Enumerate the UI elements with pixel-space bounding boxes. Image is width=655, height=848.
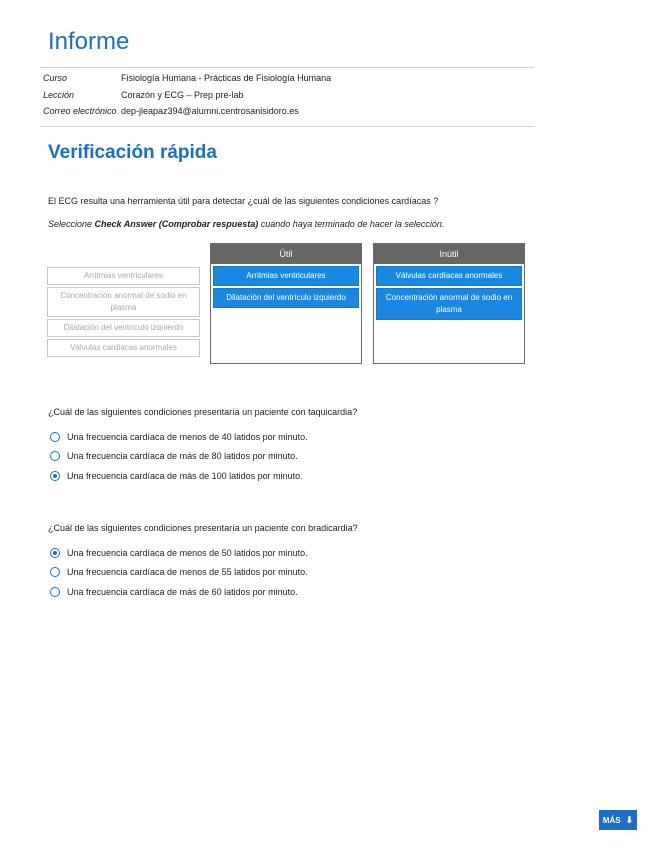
- drop-zone-header: Inútil: [374, 244, 524, 264]
- report-title: Informe: [48, 28, 130, 55]
- meta-row-email: [40, 103, 534, 120]
- check-answer-label: Check Answer (Comprobar respuesta): [94, 219, 259, 229]
- section-title: Verificación rápida: [48, 142, 217, 163]
- radio-button[interactable]: [50, 548, 60, 558]
- meta-row-course: [40, 70, 534, 87]
- radio-button[interactable]: [50, 432, 60, 442]
- meta-label: Correo electrónico: [43, 106, 117, 117]
- radio-label: Una frecuencia cardíaca de más de 100 latidos por minuto.: [67, 470, 303, 481]
- instruction-text: [48, 219, 444, 229]
- radio-button[interactable]: [50, 471, 60, 481]
- radio-option[interactable]: [48, 582, 308, 602]
- drop-zone-useful[interactable]: [210, 243, 362, 364]
- drag-drop-activity: [47, 243, 527, 368]
- radio-label: Una frecuencia cardíaca de menos de 50 latidos por minuto.: [67, 547, 308, 558]
- arrow-down-icon: ⬇: [625, 814, 634, 825]
- instruction-suffix: cuando haya terminado de hacer la selección.: [258, 219, 445, 229]
- placed-chip[interactable]: Dilatación del ventrículo izquierdo: [213, 288, 359, 308]
- radio-label: Una frecuencia cardíaca de más de 60 latidos por minuto.: [67, 586, 298, 597]
- instruction-prefix: Seleccione: [48, 219, 95, 229]
- radio-group-tachycardia: [48, 427, 308, 486]
- radio-button[interactable]: [50, 567, 60, 577]
- placed-chip[interactable]: Arritmias ventriculares: [213, 266, 359, 286]
- radio-label: Una frecuencia cardíaca de menos de 55 latidos por minuto.: [67, 567, 308, 578]
- drop-zone-useless[interactable]: [373, 243, 525, 364]
- placed-chip[interactable]: Concentración anormal de sodio en plasma: [376, 288, 522, 320]
- source-list: [47, 267, 200, 359]
- meta-value: Fisiología Humana - Prácticas de Fisiología Humana: [121, 73, 332, 84]
- radio-option[interactable]: [48, 543, 308, 563]
- more-button-label: MÁS: [602, 815, 621, 825]
- source-item[interactable]: Dilatación del ventrículo izquierdo: [47, 319, 200, 337]
- question-bradycardia: ¿Cuál de las siguientes condiciones presentaría un paciente con bradicardia?: [48, 523, 358, 533]
- source-item[interactable]: Válvulas cardíacas anormales: [47, 339, 200, 357]
- meta-label: Lección: [43, 89, 75, 100]
- radio-group-bradycardia: [48, 543, 308, 602]
- report-metadata: [40, 67, 534, 127]
- radio-label: Una frecuencia cardíaca de menos de 40 latidos por minuto.: [67, 431, 308, 442]
- radio-button[interactable]: [50, 587, 60, 597]
- radio-option[interactable]: [48, 427, 308, 447]
- meta-label: Curso: [43, 73, 68, 84]
- meta-value: Corazón y ECG – Prep pre-lab: [121, 89, 244, 100]
- radio-option[interactable]: [48, 466, 308, 486]
- radio-label: Una frecuencia cardíaca de más de 80 latidos por minuto.: [67, 451, 298, 462]
- source-item[interactable]: Concentración anormal de sodio en plasma: [47, 287, 200, 317]
- more-button[interactable]: [599, 810, 637, 830]
- radio-option[interactable]: [48, 447, 308, 467]
- question-tachycardia: ¿Cuál de las siguientes condiciones presentaría un paciente con taquicardia?: [48, 407, 358, 417]
- source-item[interactable]: Arritmias ventriculares: [47, 267, 200, 285]
- drop-zone-header: Útil: [211, 244, 361, 264]
- placed-chip[interactable]: Válvulas cardíacas anormales: [376, 266, 522, 286]
- radio-button[interactable]: [50, 451, 60, 461]
- meta-row-lesson: [40, 87, 534, 104]
- question-ecg: El ECG resulta una herramienta útil para detectar ¿cuál de las siguientes condiciones cardíacas ?: [48, 196, 439, 206]
- radio-option[interactable]: [48, 563, 308, 583]
- meta-value: dep-jleapaz394@alumni.centrosanisidoro.es: [121, 106, 299, 117]
